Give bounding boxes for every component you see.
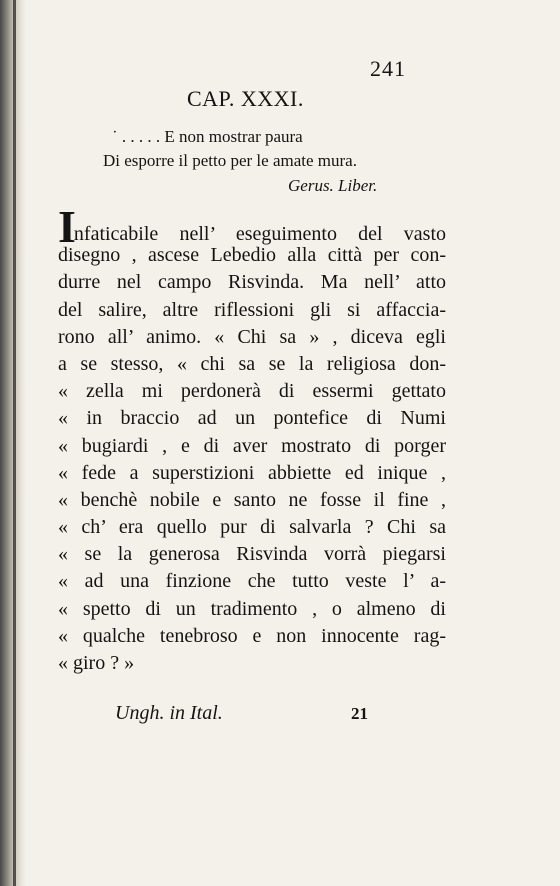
epigraph-line-2: Di esporre il petto per le amate mura. (103, 151, 357, 170)
signature-mark: 21 (351, 704, 368, 723)
body-line: « se la generosa Risvinda vorrà piegarsi (58, 543, 446, 566)
page-number: 241 (370, 56, 406, 81)
body-line: « ad una finzione che tutto veste l’ a- (58, 570, 446, 593)
chapter-title: CAP. XXXI. (187, 86, 304, 111)
body-line: « benchè nobile e santo ne fosse il fine , (58, 488, 446, 511)
signature-title: Ungh. in Ital. (115, 702, 223, 724)
body-line: « spetto di un tradimento , o almeno di (58, 597, 446, 620)
body-line: « giro ? » (58, 652, 135, 674)
epigraph-attribution: Gerus. Liber. (288, 176, 378, 195)
body-line: del salire, altre riflessioni gli si affaccia- (58, 298, 446, 321)
body-line: « bugiardi , e di aver mostrato di porger (58, 434, 446, 457)
spine-line (13, 0, 16, 886)
body-line: a se stesso, « chi sa se la religiosa don- (58, 352, 446, 375)
body-line: « fede a superstizioni abbiette ed inique , (58, 461, 446, 484)
body-line: rono all’ animo. « Chi sa » , diceva egli (58, 325, 446, 348)
body-line: disegno , ascese Lebedio alla città per con- (58, 244, 446, 267)
body-line: « ch’ era quello pur di salvarla ? Chi sa (58, 516, 446, 539)
body-line: « qualche tenebroso e non innocente rag- (58, 624, 446, 647)
body-paragraph (58, 201, 446, 677)
drop-cap: I (58, 201, 74, 252)
body-line: « in braccio ad un pontefice di Numi (58, 407, 446, 430)
epigraph-line-1: ˙ . . . . . E non mostrar paura (112, 127, 303, 146)
body-line: durre nel campo Risvinda. Ma nell’ atto (58, 271, 446, 294)
body-line (58, 201, 446, 252)
body-line-text: nfaticabile nell’ eseguimento del vasto (73, 223, 446, 245)
body-line: « zella mi perdonerà di essermi gettato (58, 380, 446, 403)
